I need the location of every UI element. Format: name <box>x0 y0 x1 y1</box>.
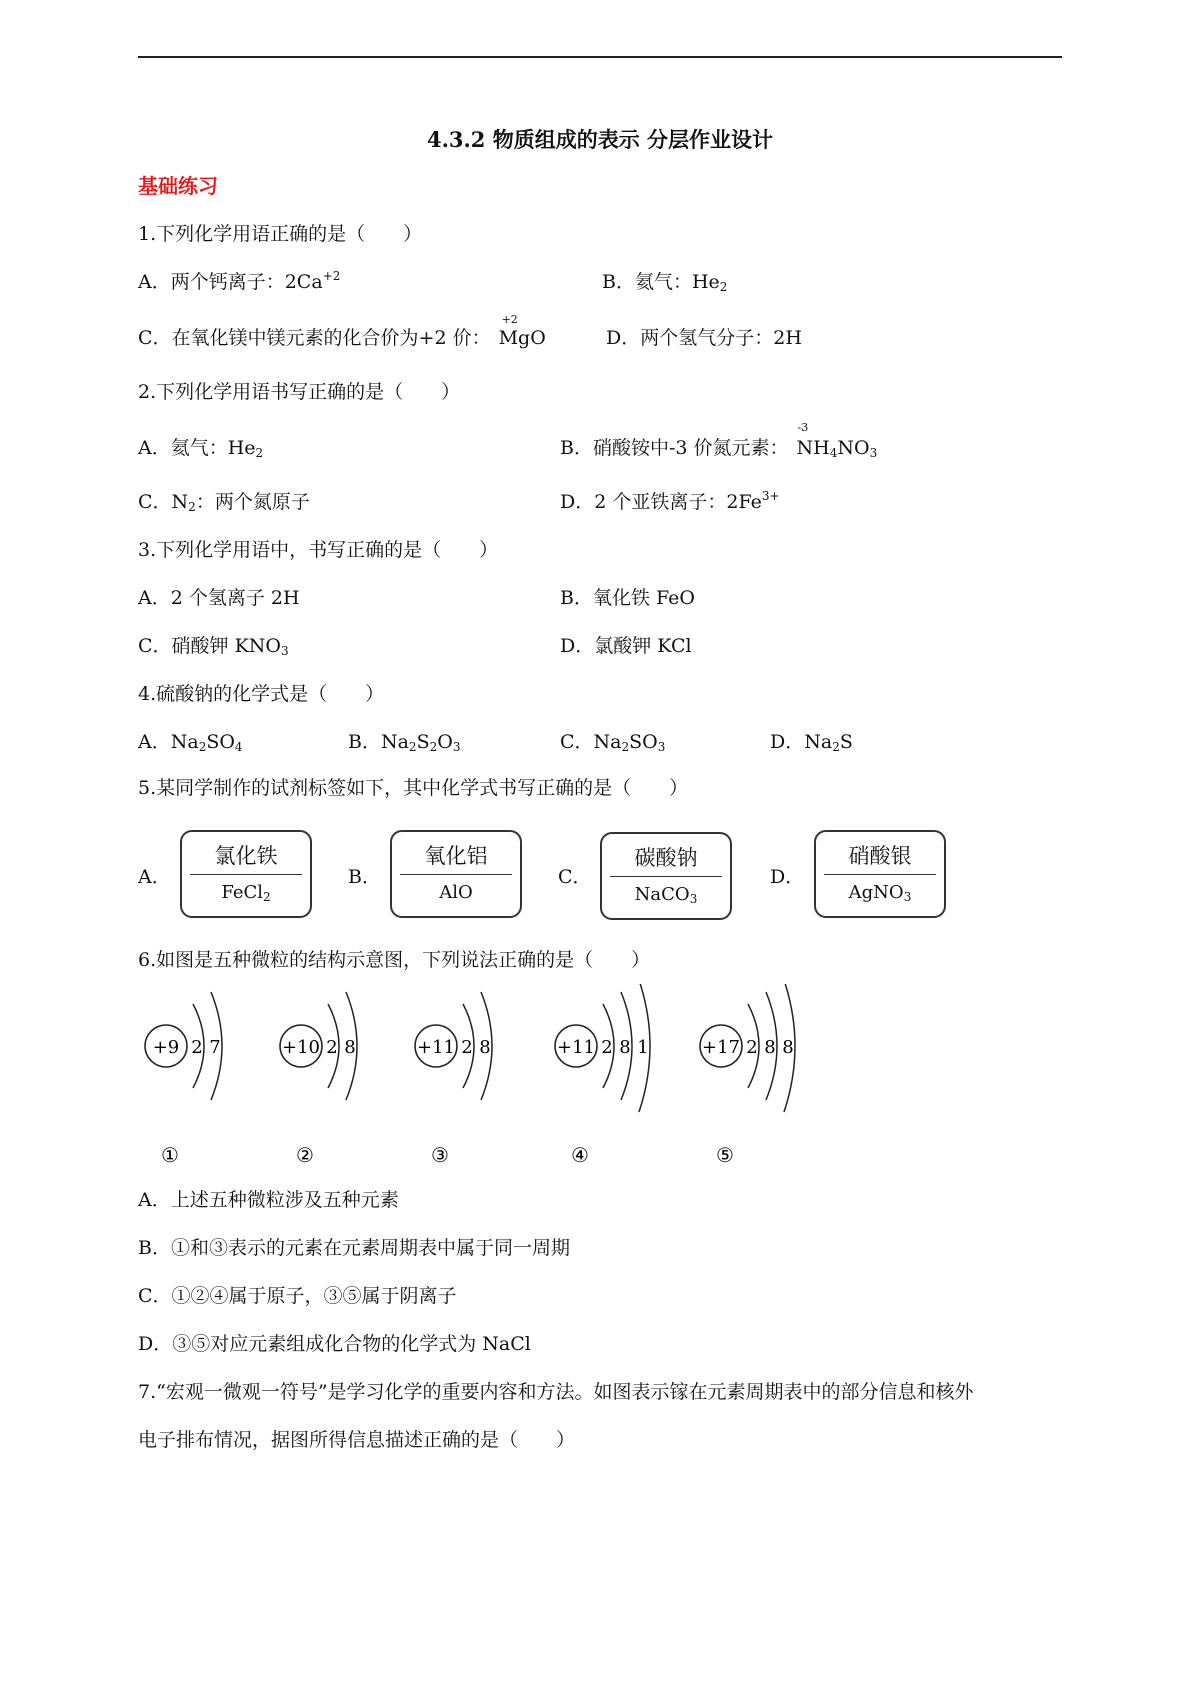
q4-c-2: 2 <box>621 740 630 754</box>
reagent-label-d-formula-text: AgNO <box>848 882 904 903</box>
q1-option-a-charge: +2 <box>322 269 341 283</box>
q2-option-d-charge: 3+ <box>761 489 780 503</box>
reagent-label-d-formula-sub: 3 <box>903 890 912 904</box>
q2-option-b-formula <box>796 421 878 460</box>
electron-count: 8 <box>764 1037 776 1058</box>
q4-b-6: 3 <box>452 740 461 754</box>
q1-option-b <box>602 270 727 294</box>
nucleus-charge: +11 <box>557 1037 595 1058</box>
q1-option-c-mg: Mg <box>498 327 531 349</box>
q2-option-b-no: NO <box>837 437 870 459</box>
q2-option-b-valence: -3 <box>797 421 809 434</box>
reagent-label-c-formula-sub: 3 <box>689 892 698 906</box>
q1-option-b-text: B．氦气：He <box>602 271 720 293</box>
q3-option-d: D．氯酸钾 KCl <box>560 635 692 657</box>
q2-option-c-rest: ：两个氮原子 <box>195 491 310 513</box>
q4-c-3: SO <box>629 731 658 753</box>
q2-option-b-n: N <box>796 437 814 459</box>
q4-option-a <box>138 730 243 754</box>
q2-option-b-h: H <box>813 437 830 459</box>
q4-a-2: 2 <box>198 740 207 754</box>
q4-c-1: C．Na <box>560 731 622 753</box>
q2-option-b-no-sub: 3 <box>869 446 878 460</box>
q2-option-a-text: A．氦气：He <box>138 437 256 459</box>
q1-option-a <box>138 270 340 294</box>
reagent-label-c-formula-text: NaCO <box>634 884 690 905</box>
q4-b-5: O <box>437 731 453 753</box>
q3-option-c-sub: 3 <box>280 644 289 658</box>
question-5-stem: 5.某同学制作的试剂标签如下，其中化学式书写正确的是（ ） <box>138 777 689 799</box>
nucleus-charge: +11 <box>417 1037 455 1058</box>
q4-d-2: 2 <box>832 740 840 754</box>
reagent-label-d-name: 硝酸银 <box>848 844 912 868</box>
q1-option-c-formula <box>498 313 546 350</box>
q4-b-3: S <box>416 731 430 753</box>
reagent-label-b-name: 氧化铝 <box>424 844 488 868</box>
q1-option-a-text: A．两个钙离子：2Ca <box>138 271 323 293</box>
q6-option-b: B．①和③表示的元素在元素周期表中属于同一周期 <box>138 1237 570 1259</box>
electron-count: 2 <box>746 1037 758 1058</box>
q4-d-3: S <box>839 731 853 753</box>
q1-option-d: D．两个氢气分子：2H <box>606 327 802 349</box>
particle-number-label: ④ <box>571 1143 589 1167</box>
q6-option-d: D．③⑤对应元素组成化合物的化学式为 NaCl <box>138 1333 531 1355</box>
reagent-label-d-formula <box>816 882 944 903</box>
q4-option-d <box>770 730 853 754</box>
reagent-label-a-formula-sub: 2 <box>263 890 271 904</box>
question-2-stem: 2.下列化学用语书写正确的是（ ） <box>138 381 461 403</box>
q4-d-1: D．Na <box>770 731 833 753</box>
q1-option-c <box>138 313 546 350</box>
question-4-stem: 4.硫酸钠的化学式是（ ） <box>138 683 385 705</box>
particle-number-label: ⑤ <box>716 1143 734 1167</box>
q2-option-d <box>560 490 780 514</box>
reagent-label-b <box>390 830 522 918</box>
reagent-label-a-rule <box>190 874 302 875</box>
q4-a-4: 4 <box>234 740 243 754</box>
nucleus-charge: +10 <box>282 1037 320 1058</box>
q2-option-a <box>138 436 263 460</box>
electron-count: 8 <box>782 1037 794 1058</box>
electron-count: 8 <box>344 1037 356 1058</box>
q1-option-b-sub: 2 <box>719 280 728 294</box>
q4-b-4: 2 <box>429 740 438 754</box>
question-7-stem-line-2: 电子排布情况，据图所得信息描述正确的是（ ） <box>138 1429 576 1451</box>
q5-option-b-letter: B． <box>348 866 381 888</box>
reagent-label-c <box>600 832 732 920</box>
question-6-stem: 6.如图是五种微粒的结构示意图，下列说法正确的是（ ） <box>138 949 651 971</box>
q3-option-c <box>138 634 289 658</box>
q2-option-b-text: B．硝酸铵中-3 价氮元素： <box>560 437 789 459</box>
section-heading: 基础练习 <box>138 174 218 198</box>
q6-option-c: C．①②④属于原子，③⑤属于阴离子 <box>138 1285 457 1307</box>
q4-option-c <box>560 730 665 754</box>
reagent-label-d-rule <box>824 874 936 875</box>
electron-count: 2 <box>601 1037 613 1058</box>
electron-count: 7 <box>209 1037 221 1058</box>
question-7-stem-line-1: 7.“宏观一微观一符号”是学习化学的重要内容和方法。如图表示镓在元素周期表中的部分信息和核外 <box>138 1381 974 1403</box>
q4-a-3: SO <box>206 731 235 753</box>
reagent-label-c-rule <box>610 876 722 877</box>
question-3-stem: 3.下列化学用语中，书写正确的是（ ） <box>138 539 499 561</box>
reagent-label-a <box>180 830 312 918</box>
q5-option-c-letter: C． <box>558 866 592 888</box>
q2-option-b <box>560 421 878 460</box>
q6-option-a: A．上述五种微粒涉及五种元素 <box>138 1189 399 1211</box>
q5-option-d-letter: D． <box>770 866 805 888</box>
q2-option-a-sub: 2 <box>255 446 264 460</box>
reagent-label-b-formula <box>392 882 520 903</box>
electron-count: 8 <box>479 1037 491 1058</box>
q1-option-c-o: O <box>530 327 546 349</box>
reagent-label-a-formula <box>182 882 310 903</box>
nucleus-charge: +9 <box>152 1037 180 1058</box>
q2-option-c <box>138 490 310 514</box>
electron-count: 1 <box>637 1037 649 1058</box>
particle-number-label: ① <box>161 1143 179 1167</box>
q4-b-1: B．Na <box>348 731 409 753</box>
electron-count: 2 <box>191 1037 203 1058</box>
q4-option-b <box>348 730 460 754</box>
document-title: 4.3.2 物质组成的表示 分层作业设计 <box>426 127 774 152</box>
q4-c-4: 3 <box>657 740 666 754</box>
header-rule <box>138 56 1062 58</box>
q4-a-1: A．Na <box>138 731 199 753</box>
reagent-label-c-formula <box>602 884 730 905</box>
reagent-label-b-rule <box>400 874 512 875</box>
electron-count: 2 <box>326 1037 338 1058</box>
q2-option-c-text: C．N <box>138 491 189 513</box>
electron-count: 2 <box>461 1037 473 1058</box>
particle-number-label: ③ <box>431 1143 449 1167</box>
q2-option-b-h-sub: 4 <box>829 446 838 460</box>
q2-option-d-text: D．2 个亚铁离子：2Fe <box>560 491 762 513</box>
reagent-label-d <box>814 830 946 918</box>
q1-option-c-text: C．在氧化镁中镁元素的化合价为+2 价： <box>138 327 491 349</box>
reagent-label-b-formula-text: AlO <box>439 882 473 903</box>
q3-option-c-text: C．硝酸钾 KNO <box>138 635 281 657</box>
q5-option-a-letter: A． <box>138 866 171 888</box>
q3-option-b: B．氧化铁 FeO <box>560 587 695 609</box>
q1-option-c-valence: +2 <box>501 313 518 326</box>
q2-option-c-sub: 2 <box>188 500 196 514</box>
electron-count: 8 <box>619 1037 631 1058</box>
q3-option-a: A．2 个氢离子 2H <box>138 587 300 609</box>
question-1-stem: 1.下列化学用语正确的是（ ） <box>138 223 423 245</box>
reagent-label-a-formula-text: FeCl <box>221 882 264 903</box>
nucleus-charge: +17 <box>702 1037 740 1058</box>
q4-b-2: 2 <box>408 740 417 754</box>
particle-number-label: ② <box>296 1143 314 1167</box>
reagent-label-a-name: 氯化铁 <box>214 844 278 868</box>
reagent-label-c-name: 碳酸钠 <box>634 846 698 870</box>
